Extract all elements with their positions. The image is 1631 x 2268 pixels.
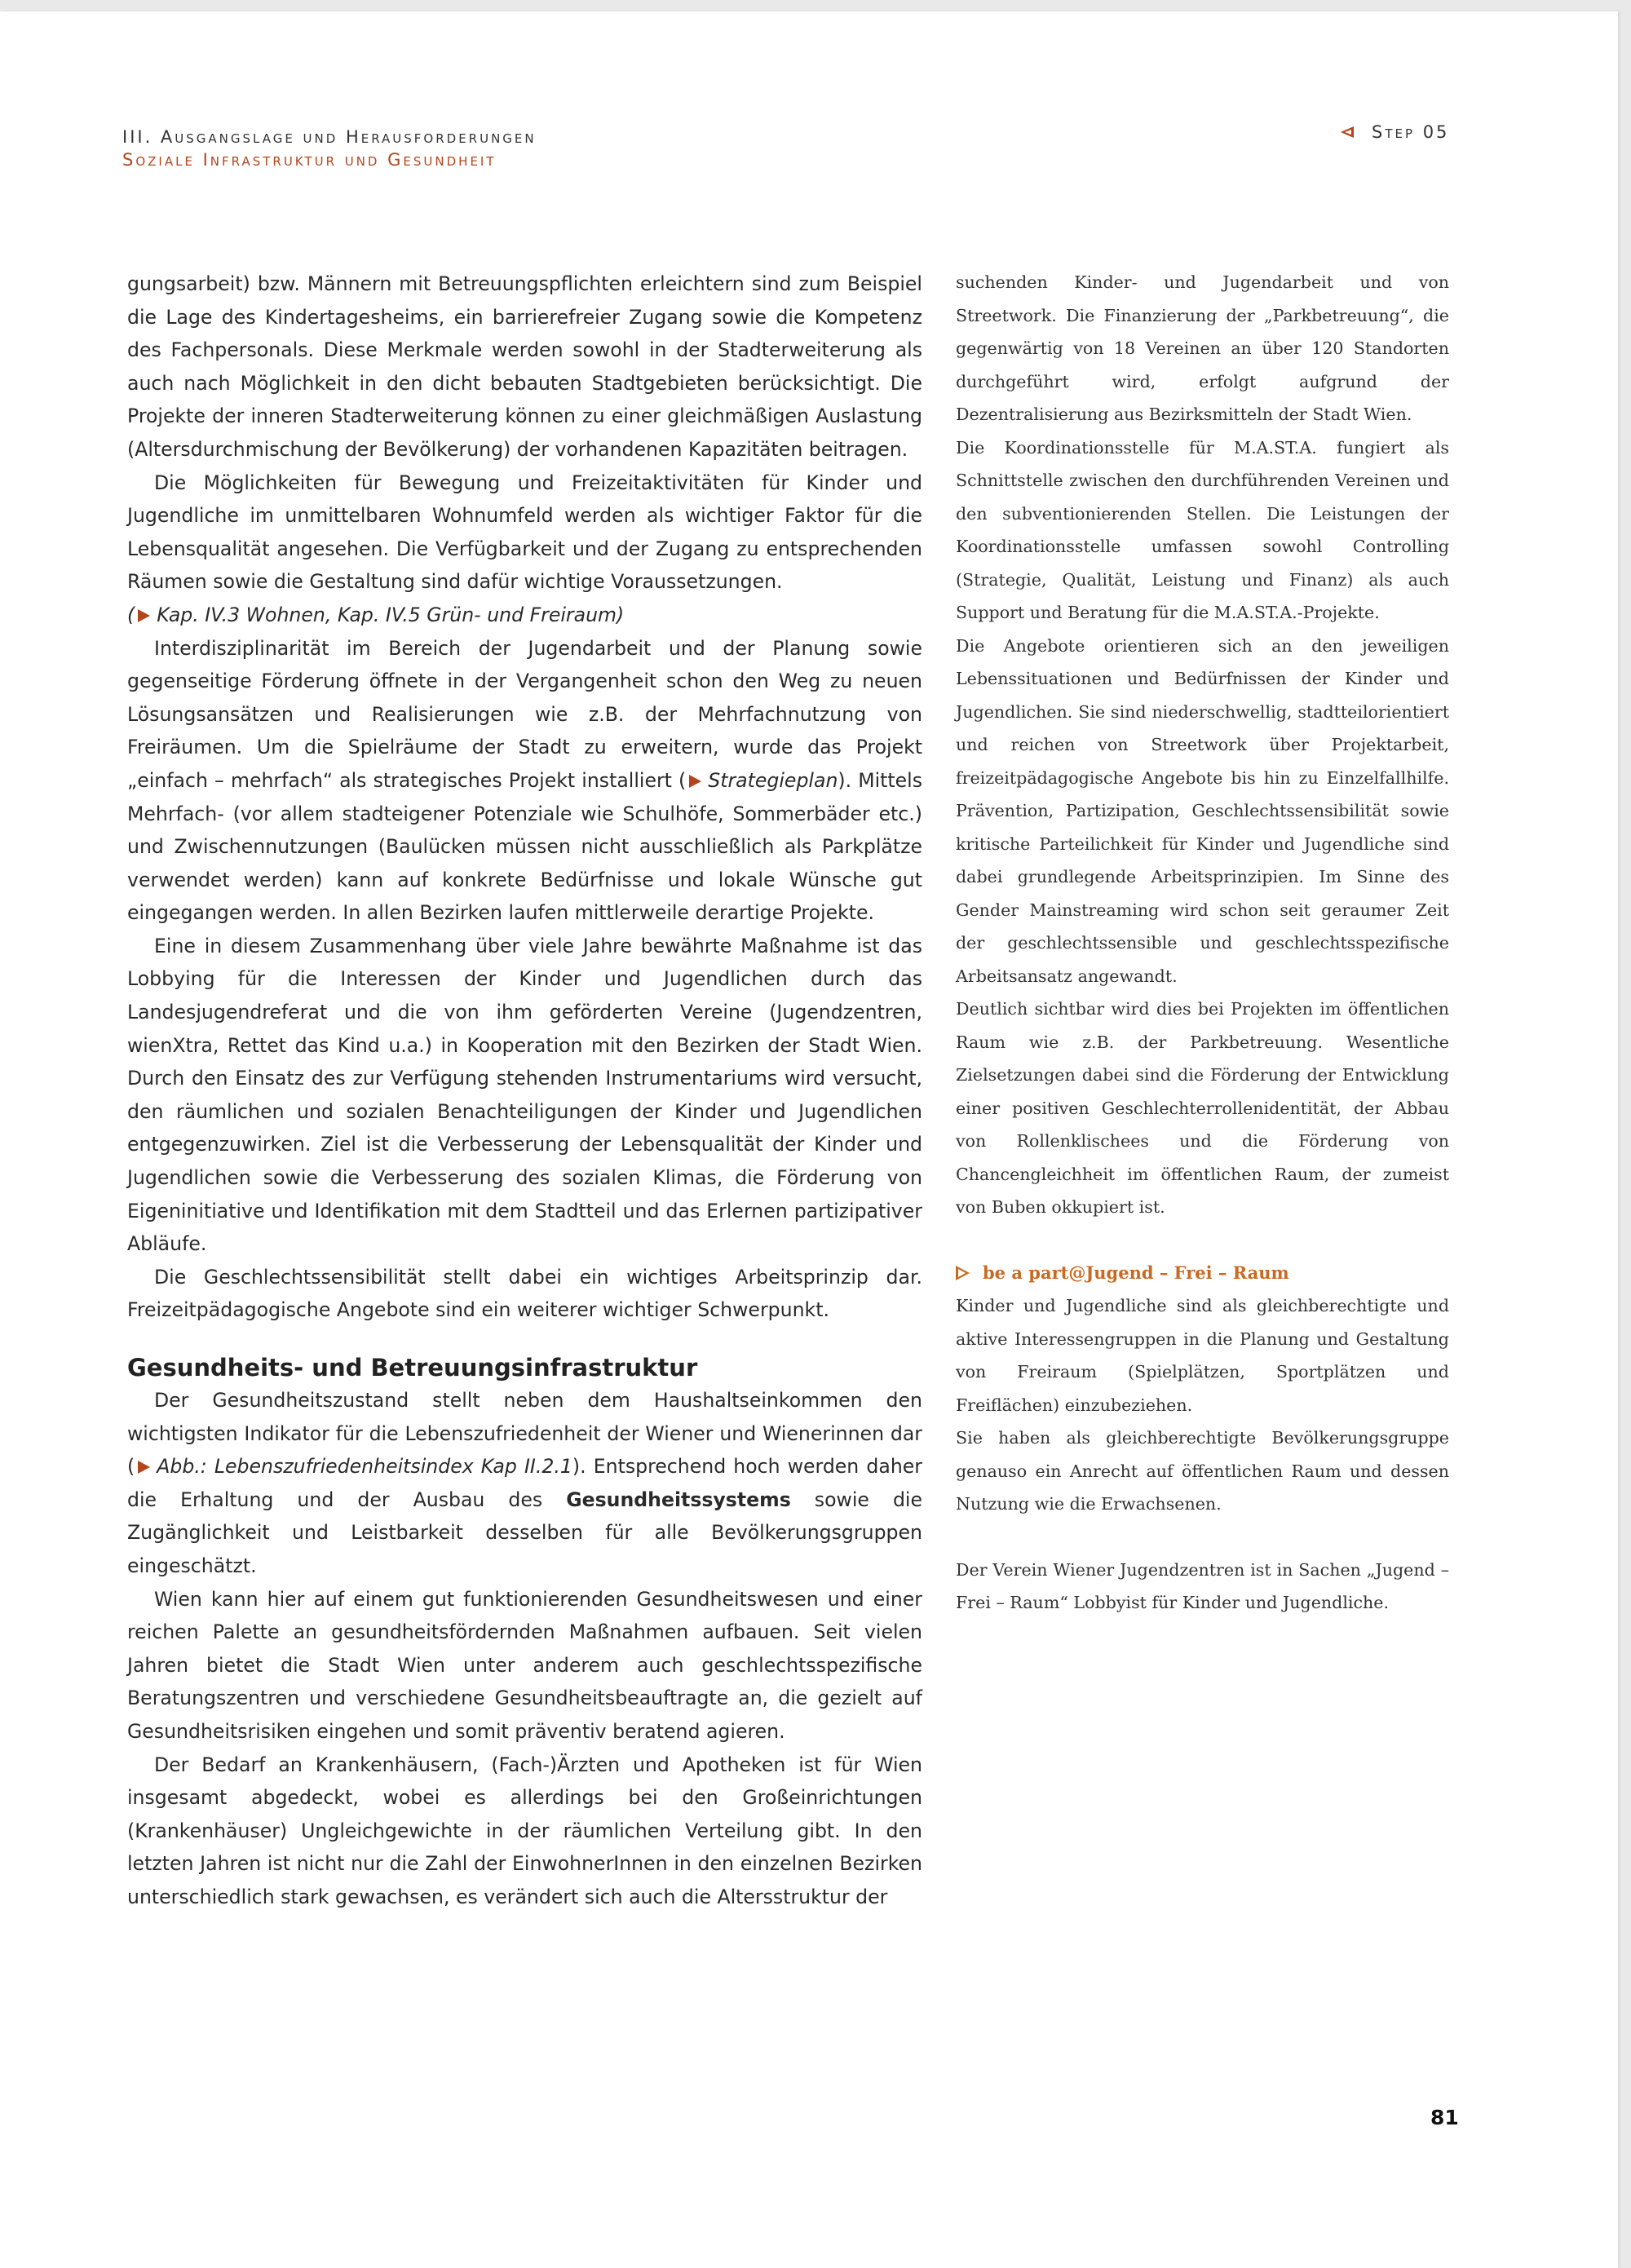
- paragraph: Die Angebote orientieren sich an den jeweiligen Lebenssituationen und Bedürfnissen der Kinder und Jugendlichen. Sie sind niederschwellig, stadtteilorientiert und reichen von Streetwork über Projektarbeit, freizeitpädagogische Angebote bis hin zu Einzelfallhilfe. Prävention, Partizipation, Geschlechtssensibilität sowie kritische Parteilichkeit für Kinder und Jugendliche sind dabei grundlegende Arbeitsprinzipien. Im Sinne des Gender Mainstreaming wird schon seit geraumer Zeit der geschlechtssensible und geschlechtsspezifische Arbeitsansatz angewandt.: [956, 635, 1449, 986]
- paragraph: Die Möglichkeiten für Bewegung und Freizeitaktivitäten für Kinder und Jugendliche im unmittelbaren Wohnumfeld werden als wichtiger Faktor für die Lebensqualität angesehen. Die Verfügbarkeit und der Zugang zu entsprechenden Räumen sowie die Gestaltung sind dafür wichtige Voraussetzungen.: [127, 471, 922, 594]
- paragraph: Die Geschlechtssensibilität stellt dabei ein wichtiges Arbeitsprinzip dar. Freizeitpädagogische Angebote sind ein weiterer wichtiger Schwerpunkt.: [127, 1265, 922, 1322]
- paragraph: Deutlich sichtbar wird dies bei Projekten im öffentlichen Raum wie z.B. der Parkbetreuung. Wesentliche Zielsetzungen dabei sind die Förderung der Entwicklung einer positiven Geschlechterrollenidentität, der Abbau von Rollenklischees und die Förderung von Chancengleichheit im öffentlichen Raum, der zumeist von Buben okkupiert ist.: [956, 999, 1449, 1217]
- running-header: [122, 126, 537, 171]
- triangle-left-icon: [1341, 126, 1354, 138]
- paragraph: Eine in diesem Zusammenhang über viele Jahre bewährte Maßnahme ist das Lobbying für die Interessen der Kinder und Jugendlichen durch das Landesjugendreferat und die von ihm geförderten Vereine (Jugendzentren, wienXtra, Rettet das Kind u.a.) in Kooperation mit den Bezirken der Stadt Wien. Durch den Einsatz des zur Verfügung stehenden Instrumentariums wird versucht, den räumlichen und sozialen Benachteiligungen der Kinder und Jugendlichen entgegenzuwirken. Ziel ist die Verbesserung der Lebensqualität der Kinder und Jugendlichen sowie die Verbesserung des sozialen Klimas, die Förderung von Eigeninitiative und Identifikation mit dem Stadtteil und das Erlernen partizipativer Abläufe.: [127, 934, 922, 1256]
- arrow-right-icon: [138, 1461, 150, 1474]
- paragraph: Der Gesundheitszustand stellt neben dem Haushaltseinkommen den wichtigsten Indikator für die Lebenszufriedenheit der Wiener und Wienerinnen dar ( Abb.: Lebenszufriedenheitsindex Kap II.2.1). Entsprechend hoch werden daher die Erhaltung und der Ausbau des Gesundheitssystems sowie die Zugänglichkeit und Leistbarkeit desselben für alle Bevölkerungsgruppen eingeschätzt.: [127, 1389, 922, 1577]
- paragraph: Der Verein Wiener Jugendzentren ist in Sachen „Jugend – Frei – Raum“ Lobbyist für Kinder und Jugendliche.: [956, 1559, 1449, 1612]
- paragraph: gungsarbeit) bzw. Männern mit Betreuungspflichten erleichtern sind zum Beispiel die Lage des Kindertagesheims, ein barrierefreier Zugang sowie die Kompetenz des Fachpersonals. Diese Merkmale werden sowohl in der Stadterweiterung als auch nach Möglichkeit in den dicht bebauten Stadtgebieten berücksichtigt. Die Projekte der inneren Stadterweiterung können zu einer gleichmäßigen Auslastung (Altersdurchmischung der Bevölkerung) der vorhandenen Kapazitäten beitragen.: [127, 272, 922, 461]
- paragraph: Die Koordinationsstelle für M.A.ST.A. fungiert als Schnittstelle zwischen den durchführenden Vereinen und den subventionierenden Stellen. Die Leistungen der Koordinationsstelle umfassen sowohl Controlling (Strategie, Qualität, Leistung und Finanz) als auch Support und Beratung für die M.A.ST.A.-Projekte.: [956, 437, 1449, 622]
- section-heading: Gesundheits- und Betreuungsinfrastruktur: [127, 1354, 698, 1382]
- paragraph: Wien kann hier auf einem gut funktionierenden Gesundheitswesen und einer reichen Palette an gesundheitsfördernden Maßnahmen aufbauen. Seit vielen Jahren bietet die Stadt Wien unter anderem auch geschlechtsspezifische Beratungszentren und verschiedene Gesundheitsbeauftragte an, die gezielt auf Gesundheitsrisiken eingehen und somit präventiv beratend agieren.: [127, 1587, 922, 1743]
- arrow-right-icon: [138, 609, 150, 622]
- chapter-title: III. Ausgangslage und Herausforderungen: [122, 127, 537, 147]
- page: [0, 11, 1618, 2268]
- section-title: Soziale Infrastruktur und Gesundheit: [122, 150, 497, 170]
- triangle-outline-icon: [956, 1266, 970, 1280]
- step-indicator: [1341, 122, 1449, 142]
- right-column: [956, 266, 1449, 1620]
- paragraph: Der Bedarf an Krankenhäusern, (Fach-)Ärzten und Apotheken ist für Wien insgesamt abgedeckt, wobei es allerdings bei den Großeinrichtungen (Krankenhäuser) Ungleichgewichte in der räumlichen Verteilung gibt. In den letzten Jahren ist nicht nur die Zahl der EinwohnerInnen in den einzelnen Bezirken unterschiedlich stark gewachsen, es verändert sich auch die Altersstruktur der: [127, 1753, 922, 1908]
- page-number: 81: [1430, 2106, 1459, 2129]
- cross-reference: ( Kap. IV.3 Wohnen, Kap. IV.5 Grün- und Freiraum): [127, 603, 625, 626]
- step-label: Step 05: [1372, 122, 1450, 142]
- paragraph: suchenden Kinder- und Jugendarbeit und von Streetwork. Die Finanzierung der „Parkbetreuung“, die gegenwärtig von 18 Vereinen an über 120 Standorten durchgeführt wird, erfolgt aufgrund der Dezentralisierung aus Bezirksmitteln der Stadt Wien.: [956, 272, 1449, 424]
- callout-heading: be a part@Jugend – Frei – Raum: [956, 1257, 1449, 1290]
- arrow-right-icon: [689, 775, 701, 788]
- paragraph: Sie haben als gleichberechtigte Bevölkerungsgruppe genauso ein Anrecht auf öffentlichen Raum und dessen Nutzung wie die Erwachsenen.: [956, 1428, 1449, 1514]
- paragraph: Interdisziplinarität im Bereich der Jugendarbeit und der Planung sowie gegenseitige Förderung öffnete in der Vergangenheit schon den Weg zu neuen Lösungsansätzen und Realisierungen wie z.B. der Mehrfachnutzung von Freiräumen. Um die Spielräume der Stadt zu erweitern, wurde das Projekt „einfach – mehrfach“ als strategisches Projekt installiert ( Strategieplan). Mittels Mehrfach- (vor allem stadteigener Potenziale wie Schulhöfe, Sommerbäder etc.) und Zwischennutzungen (Baulücken müssen nicht ausschließlich als Parkplätze verwendet werden) kann auf konkrete Bedürfnisse und lokale Wünsche gut eingegangen werden. In allen Bezirken laufen mittlerweile derartige Projekte.: [127, 636, 923, 925]
- left-column: [127, 267, 922, 1914]
- paragraph: Kinder und Jugendliche sind als gleichberechtigte und aktive Interessengruppen in die Planung und Gestaltung von Freiraum (Spielplätzen, Sportplätzen und Freiflächen) einzubeziehen.: [956, 1296, 1449, 1415]
